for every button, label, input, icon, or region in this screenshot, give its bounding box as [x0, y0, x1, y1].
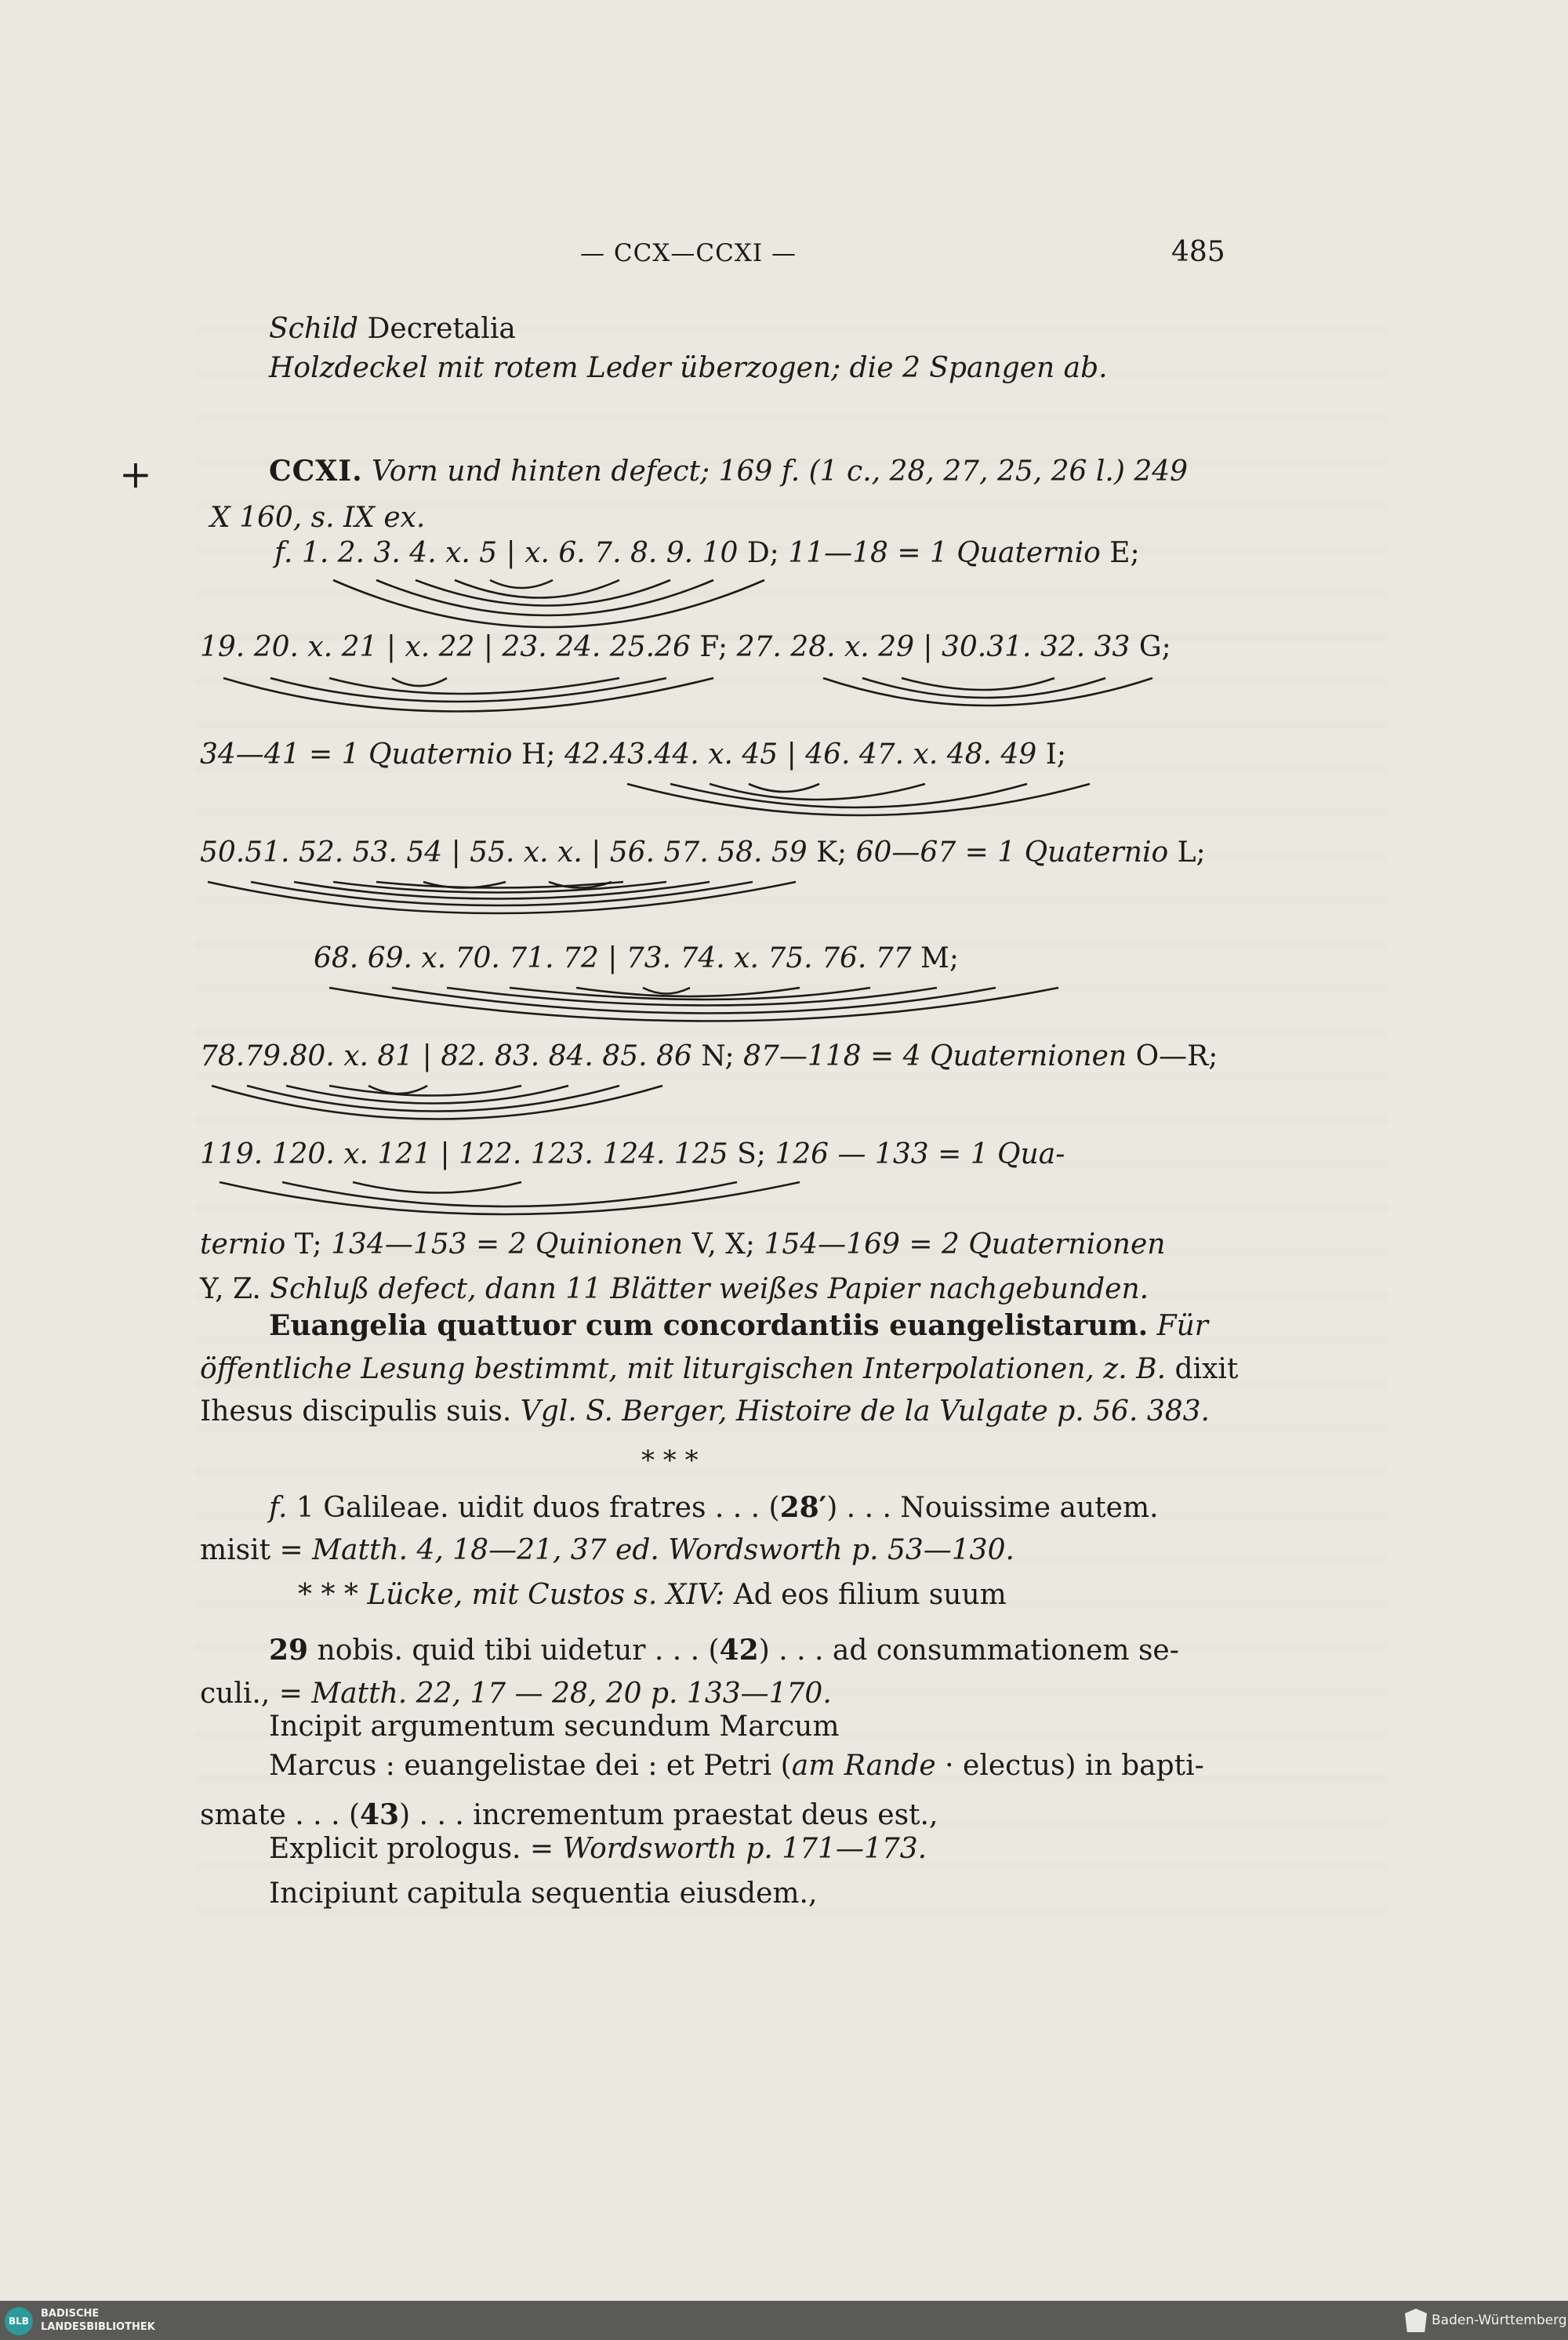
page-header — [0, 236, 1568, 278]
text-roman: Decretalia — [358, 313, 516, 345]
text-line-13 — [200, 1272, 1149, 1308]
folio-sequence: 78.79.80. x. 81 | 82. 83. 84. 85. 86 — [200, 1040, 692, 1072]
gathering-letter: M; — [911, 942, 960, 974]
text-roman: nobis. quid tibi uidetur . . . ( — [308, 1634, 720, 1667]
text-line-2: Holzdeckel mit rotem Leder überzogen; die 2 Spangen ab. — [269, 352, 1108, 384]
collation-line-1 — [274, 535, 1140, 571]
text-line-15 — [200, 1351, 1238, 1388]
baden-wuerttemberg-crest-icon — [1405, 2309, 1427, 2332]
folio-ref: 29 — [269, 1634, 309, 1667]
library-name-line-1: BADISCHE — [41, 2308, 100, 2320]
text-italic: Vgl. S. Berger, Histoire de la Vulgate p. 56. 383. — [511, 1395, 1210, 1428]
text-roman: Ihesus discipulis suis. — [200, 1395, 512, 1428]
text-roman: ) . . . Nouissime autem. — [826, 1492, 1159, 1524]
folio-sequence: f. 1. 2. 3. 4. x. 5 | x. 6. 7. 8. 9. 10 — [274, 537, 739, 569]
quire-formula: 60—67 = 1 Quaternio — [855, 836, 1169, 869]
quire-formula: 126 — 133 = 1 Qua- — [775, 1138, 1065, 1170]
gathering-letter: E; — [1100, 537, 1140, 569]
gathering-letter: T; — [285, 1228, 332, 1261]
text-line-4: X 160, s. IX ex. — [210, 502, 426, 534]
text-italic: Für — [1148, 1310, 1209, 1342]
folio-sequence: 27. 28. x. 29 | 30.31. 32. 33 — [736, 631, 1131, 663]
text-roman: misit = — [200, 1534, 313, 1566]
gathering-letter: L; — [1168, 836, 1206, 869]
gathering-letter: F; — [690, 631, 737, 663]
text-line-21 — [269, 1632, 1179, 1669]
text-roman: ) . . . incrementum praestat deus est., — [399, 1799, 938, 1831]
text-roman: culi., = — [200, 1678, 312, 1710]
library-name — [41, 2307, 155, 2334]
folio-ref: 43 — [360, 1798, 400, 1831]
folio-sequence: 42.43.44. x. 45 | 46. 47. x. 48. 49 — [564, 738, 1037, 771]
quire-formula: 34—41 = 1 Quaternio — [200, 738, 513, 771]
collation-line-8 — [200, 1227, 1165, 1263]
text-italic: Matth. 4, 18—21, 37 ed. Wordsworth p. 53—130. — [312, 1534, 1014, 1566]
asterism: * * * — [641, 1445, 699, 1476]
folio-ref: 28′ — [779, 1491, 827, 1524]
margin-cross-mark: + — [119, 452, 152, 497]
work-title: Euangelia quattuor cum concordantiis euangelistarum. — [269, 1309, 1149, 1342]
text-roman: · electus) in bapti- — [935, 1750, 1204, 1782]
gathering-letter: H; — [512, 738, 564, 771]
text-line-14 — [269, 1308, 1208, 1344]
gathering-letter: K; — [807, 836, 856, 869]
text-roman: smate . . . ( — [200, 1799, 360, 1831]
text-italic: Schluß defect, dann 11 Blätter weißes Papier nachgebunden. — [260, 1273, 1149, 1305]
text-line-1 — [269, 311, 516, 347]
quire-formula: 87—118 = 4 Quaternionen — [743, 1040, 1127, 1072]
gathering-letter: V, X; — [683, 1228, 764, 1261]
folio-sequence: 119. 120. x. 121 | 122. 123. 124. 125 — [200, 1138, 728, 1170]
asterisks: * * * — [298, 1579, 368, 1611]
text-italic: am Rande — [791, 1750, 936, 1782]
text-line-26 — [269, 1831, 927, 1867]
text-italic: Schild — [269, 313, 359, 345]
library-footer-bar — [0, 2301, 1568, 2340]
text-roman: 1 Galileae. uidit duos fratres . . . ( — [287, 1492, 780, 1524]
gathering-letter: O—R; — [1127, 1040, 1218, 1072]
text-line-25 — [200, 1797, 938, 1834]
gathering-letter: D; — [738, 537, 789, 569]
text-line-23: Incipit argumentum secundum Marcum — [269, 1711, 840, 1743]
gathering-letter: S; — [728, 1138, 775, 1170]
running-head: — CCX—CCXI — — [580, 239, 797, 267]
text-line-20 — [298, 1577, 1007, 1613]
collation-line-4 — [200, 835, 1206, 871]
text-italic: f. — [269, 1492, 288, 1524]
text-italic: Lücke, mit Custos s. XIV: — [367, 1579, 725, 1611]
library-name-line-2: LANDESBIBLIOTHEK — [41, 2321, 155, 2333]
gathering-letter: I; — [1036, 738, 1067, 771]
folio-sequence: 19. 20. x. 21 | x. 22 | 23. 24. 25.26 — [200, 631, 691, 663]
quire-formula: ternio — [200, 1228, 286, 1261]
text-italic: Vorn und hinten defect; 169 f. (1 c., 28, 27, 25, 26 l.) 249 — [362, 455, 1189, 488]
quire-formula: 154—169 = 2 Quaternionen — [764, 1228, 1166, 1261]
text-line-16 — [200, 1394, 1210, 1430]
text-line-27: Incipiunt capitula sequentia eiusdem., — [269, 1877, 818, 1910]
text-roman: ) . . . ad consummationem se- — [758, 1634, 1179, 1667]
collation-line-6 — [200, 1039, 1218, 1075]
gathering-letter: Y, Z. — [200, 1273, 261, 1305]
text-line-22 — [200, 1676, 832, 1712]
page-number: 485 — [1171, 236, 1225, 268]
text-roman: Explicit prologus. = — [269, 1833, 563, 1865]
collation-line-2 — [200, 629, 1171, 666]
collation-line-5 — [314, 941, 959, 977]
quire-formula: 134—153 = 2 Quinionen — [331, 1228, 684, 1261]
gathering-letter: G; — [1130, 631, 1171, 663]
text-line-24 — [269, 1748, 1204, 1784]
folio-sequence: 50.51. 52. 53. 54 | 55. x. x. | 56. 57. 58. 59 — [200, 836, 808, 869]
text-italic: öffentliche Lesung bestimmt, mit liturgischen Interpolationen, z. B. — [200, 1353, 1167, 1385]
collation-line-3 — [200, 737, 1066, 773]
text-line-18 — [269, 1489, 1159, 1526]
collation-line-7 — [200, 1137, 1065, 1173]
gathering-letter: N; — [691, 1040, 744, 1072]
text-roman: dixit — [1166, 1353, 1239, 1385]
blb-logo-icon[interactable]: BLB — [5, 2307, 33, 2335]
state-name[interactable]: Baden-Württemberg — [1432, 2313, 1567, 2328]
text-italic: Wordsworth p. 171—173. — [562, 1833, 927, 1865]
text-line-19 — [200, 1533, 1014, 1569]
text-roman: Marcus : euangelistae dei : et Petri ( — [269, 1750, 792, 1782]
folio-sequence: 68. 69. x. 70. 71. 72 | 73. 74. x. 75. 76. 77 — [314, 942, 912, 974]
text-italic: Matth. 22, 17 — 28, 20 p. 133—170. — [311, 1678, 832, 1710]
text-line-3 — [269, 453, 1188, 490]
text-roman: Ad eos filium suum — [724, 1579, 1007, 1611]
folio-ref: 42 — [719, 1634, 759, 1667]
quire-formula: 11—18 = 1 Quaternio — [788, 537, 1101, 569]
manuscript-number: CCXI. — [269, 455, 363, 488]
